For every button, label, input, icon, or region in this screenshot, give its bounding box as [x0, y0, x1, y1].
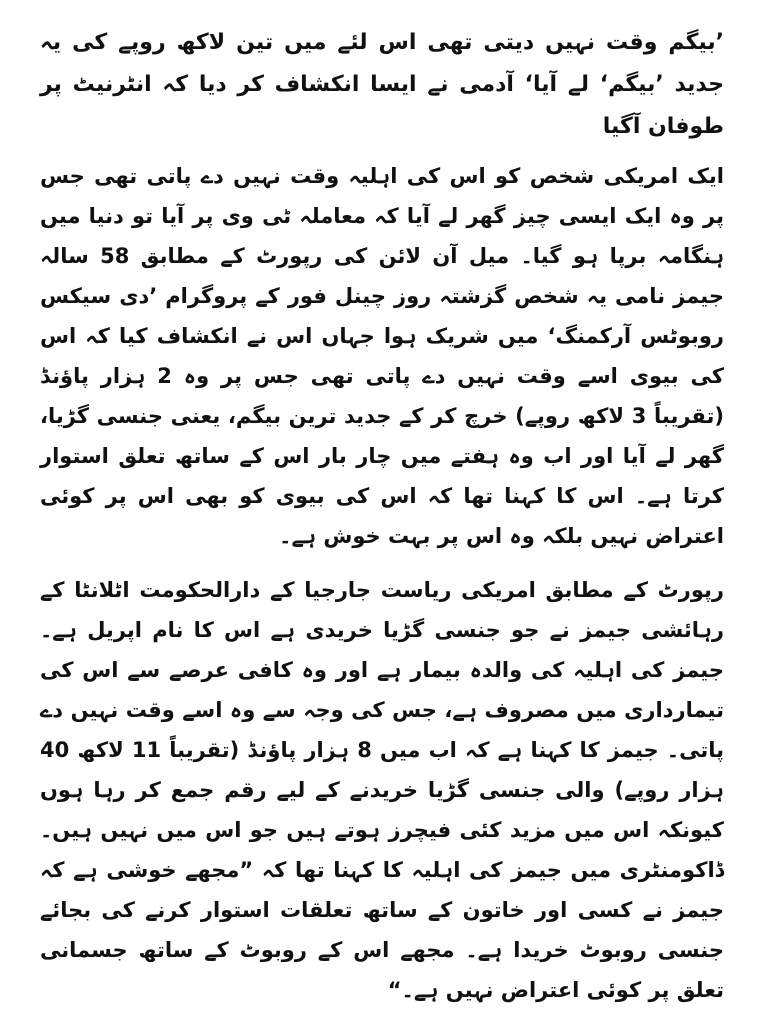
article-paragraph-1: ایک امریکی شخص کو اس کی اہلیہ وقت نہیں دے پاتی تھی جس پر وہ ایک ایسی چیز گھر لے آیا کہ معاملہ ٹی وی پر آیا تو دنیا میں ہنگامہ برپا ہو گیا۔ میل آن لائن کی رپورٹ کے مطابق 58 سالہ جیمز نامی یہ شخص گزشتہ روز چینل فور کے پروگرام ’دی سیکس روبوٹس آرکمنگ‘ میں شریک ہوا جہاں اس نے انکشاف کیا کہ اس کی بیوی اسے وقت نہیں دے پاتی تھی جس پر وہ 2 ہزار پاﺅنڈ (تقریباً 3 لاکھ روپے) خرچ کر کے جدید ترین بیگم، یعنی جنسی گڑیا، گھر لے آیا اور اب وہ ہفتے میں چار بار اس کے ساتھ تعلق استوار کرتا ہے۔ اس کا کہنا تھا کہ اس کی بیوی کو بھی اس پر کوئی اعتراض نہیں بلکہ وہ اس پر بہت خوش ہے۔: [40, 164, 724, 548]
article-paragraph-2: رپورٹ کے مطابق امریکی ریاست جارجیا کے دارالحکومت اٹلانٹا کے رہائشی جیمز نے جو جنسی گڑیا خریدی ہے اس کا نام اپریل ہے۔ جیمز کی اہلیہ کی والدہ بیمار ہے اور وہ کافی عرصے سے اس کی تیمارداری میں مصروف ہے، جس کی وجہ سے وہ اسے وقت نہیں دے پاتی۔ جیمز کا کہنا ہے کہ اب میں 8 ہزار پاﺅنڈ (تقریباً 11 لاکھ 40 ہزار روپے) والی جنسی گڑیا خریدنے کے لیے رقم جمع کر رہا ہوں کیونکہ اس میں مزید کئی فیچرز ہوتے ہیں جو اس میں نہیں ہیں۔ ڈاکومنٹری میں جیمز کی اہلیہ کا کہنا تھا کہ ”مجھے خوشی ہے کہ جیمز نے کسی اور خاتون کے ساتھ تعلقات استوار کرنے کی بجائے جنسی روبوٹ خریدا ہے۔ مجھے اس کے روبوٹ کے ساتھ جسمانی تعلق پر کوئی اعتراض نہیں ہے۔“: [40, 578, 725, 1002]
article-headline: ’بیگم وقت نہیں دیتی تھی اس لئے میں تین لاکھ روپے کی یہ جدید ’بیگم‘ لے آیا‘ آدمی نے ایسا انکشاف کر دیا کہ انٹرنیٹ پر طوفان آگیا: [40, 30, 724, 139]
